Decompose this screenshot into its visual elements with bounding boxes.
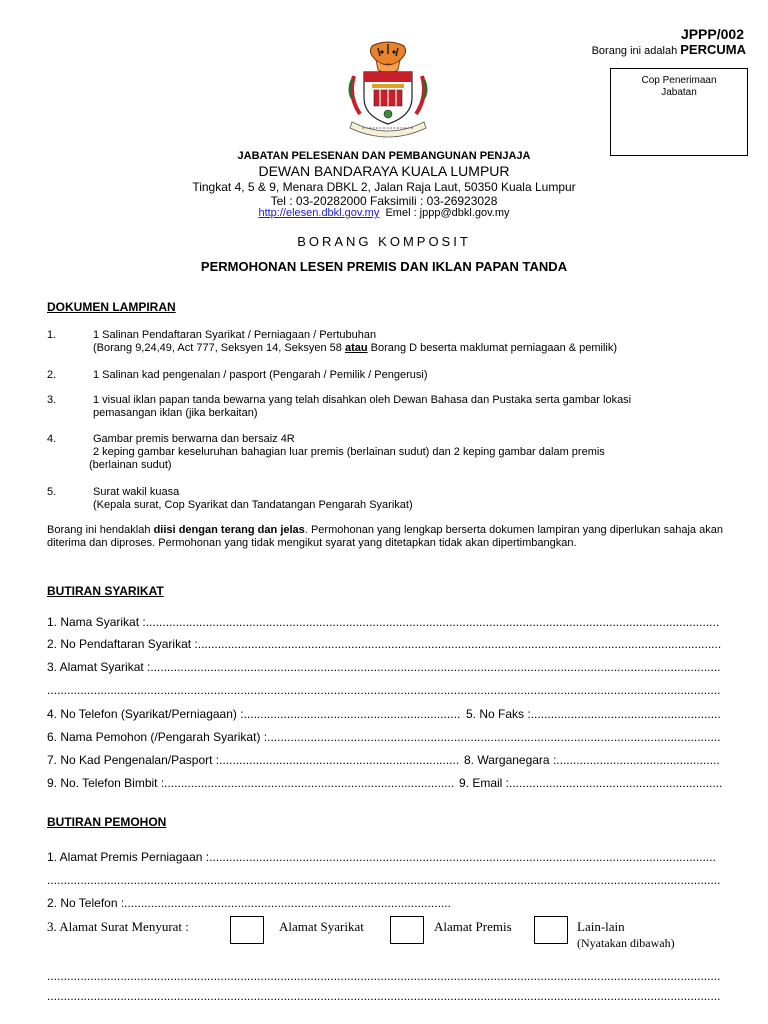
- ic-passport-label: 7. No Kad Pengenalan/Pasport :: [47, 753, 220, 767]
- dotted-fill-line: ..........................................................................................................................................................................................................: [47, 969, 721, 983]
- document-item-3: [47, 394, 727, 420]
- form-type: BORANG KOMPOSIT: [297, 234, 471, 249]
- option-other-address: Lain-lain: [577, 919, 625, 934]
- citizenship-label: 8. Warganegara :: [464, 753, 557, 767]
- applicant-phone-label: 2. No Telefon :: [47, 896, 125, 910]
- council-name: DEWAN BANDARAYA KUALA LUMPUR: [258, 163, 510, 179]
- other-address-line-1[interactable]: [47, 969, 723, 983]
- premise-address-field[interactable]: [47, 850, 717, 864]
- dotted-fill-line: ..........................................................................................................................................................................................................: [47, 873, 721, 887]
- email-label: 9. Email :: [459, 776, 510, 790]
- item-line-2: 2 keping gambar keseluruhan bahagian luar premis (berlainan sudut) dan 2 keping gambar dalam premis: [93, 446, 605, 458]
- agency-address: Tingkat 4, 5 & 9, Menara DBKL 2, Jalan Raja Laut, 50350 Kuala Lumpur: [192, 180, 576, 194]
- dotted-fill-line: .................................................: [556, 753, 720, 767]
- dotted-fill-line: .........................................................: [530, 707, 721, 721]
- note-emphasis: diisi dengan terang dan jelas: [153, 524, 305, 536]
- dotted-fill-line: .................................................................: [243, 707, 461, 721]
- agency-address-block: [0, 180, 768, 208]
- company-phone-field[interactable]: [47, 707, 463, 721]
- item-number: 4.: [47, 433, 57, 445]
- document-item-2: [47, 369, 727, 382]
- free-notice: [592, 42, 746, 57]
- receipt-stamp-box: [610, 68, 748, 156]
- free-word: PERCUMA: [680, 42, 746, 57]
- documents-heading: DOKUMEN LAMPIRAN: [47, 300, 176, 314]
- checkbox-premise-address[interactable]: [390, 916, 424, 944]
- mobile-label: 9. No. Telefon Bimbit :: [47, 776, 165, 790]
- applicant-heading: BUTIRAN PEMOHON: [47, 815, 167, 829]
- stamp-label: Cop Penerimaan Jabatan: [641, 75, 717, 98]
- dotted-fill-line: ..........................................................................................................................................................................................................: [47, 683, 721, 697]
- dotted-fill-line: ............................................................................................................................................................................: [145, 615, 720, 629]
- applicant-name-field[interactable]: [47, 730, 723, 744]
- item-line-1: 1 Salinan kad pengenalan / pasport (Pengarah / Pemilik / Pengerusi): [93, 369, 428, 381]
- document-item-4: [47, 433, 727, 472]
- dotted-fill-line: .......................................................................................: [164, 776, 455, 790]
- company-reg-field[interactable]: [47, 637, 723, 651]
- dotted-fill-line: .............................................................................................................................................................: [197, 637, 722, 651]
- item-line-2: (Kepala surat, Cop Syarikat dan Tandatangan Pengarah Syarikat): [93, 499, 413, 511]
- dotted-fill-line: ...........................................................................................................................................................................: [150, 660, 721, 674]
- checkbox-company-address[interactable]: [230, 916, 264, 944]
- option-premise-address: Alamat Premis: [434, 919, 512, 934]
- other-address-line-2[interactable]: [47, 989, 723, 1003]
- company-heading: BUTIRAN SYARIKAT: [47, 584, 164, 598]
- item-line-2: pemasangan iklan (jika berkaitan): [93, 407, 258, 419]
- company-address-field[interactable]: [47, 660, 723, 674]
- item-line-2: (Borang 9,24,49, Act 777, Seksyen 14, Seksyen 58 atau Borang D beserta maklumat perniagaan & pemilik): [93, 342, 618, 354]
- premise-address-line-2[interactable]: [47, 873, 723, 887]
- website-link[interactable]: http://elesen.dbkl.gov.my: [258, 207, 380, 219]
- dotted-fill-line: ..........................................................................................................................................................................................................: [47, 989, 721, 1003]
- company-address-label: 3. Alamat Syarikat :: [47, 660, 151, 674]
- dbkl-crest-logo: [342, 40, 434, 140]
- applicant-name-label: 6. Nama Pemohon (/Pengarah Syarikat) :: [47, 730, 268, 744]
- item-line-3: (berlainan sudut): [89, 459, 172, 471]
- agency-contact: Tel : 03-20282000 Faksimili : 03-26923028: [270, 194, 498, 208]
- item-line-1: 1 Salinan Pendaftaran Syarikat / Perniagaan / Pertubuhan: [93, 329, 377, 341]
- item-line-1: 1 visual iklan papan tanda bewarna yang telah disahkan oleh Dewan Bahasa dan Pustaka serta gambar lokasi: [93, 394, 632, 406]
- instructions-note: Borang ini hendaklah diisi dengan terang dan jelas. Permohonan yang lengkap berserta dokumen lampiran yang diperlukan sahaja akan diterima dan diproses. Permohonan yang tidak mengikut syarat yang ditetapkan tidak akan dipertimbangkan.: [47, 524, 723, 549]
- item-emphasis: atau: [344, 342, 368, 354]
- dotted-fill-line: ................................................................: [509, 776, 723, 790]
- item-number: 2.: [47, 369, 57, 381]
- form-title: PERMOHONAN LESEN PREMIS DAN IKLAN PAPAN TANDA: [200, 259, 568, 274]
- item-line-1: Surat wakil kuasa: [93, 486, 180, 498]
- citizenship-field[interactable]: [464, 753, 723, 767]
- company-fax-label: 5. No Faks :: [466, 707, 531, 721]
- ic-passport-field[interactable]: [47, 753, 460, 767]
- checkbox-other-address[interactable]: [534, 916, 568, 944]
- free-prefix: Borang ini adalah: [591, 45, 678, 57]
- dotted-fill-line: ........................................................................................................................................: [267, 730, 721, 744]
- premise-address-label: 1. Alamat Premis Perniagaan :: [47, 850, 210, 864]
- company-reg-label: 2. No Pendaftaran Syarikat :: [47, 637, 198, 651]
- mailing-address-label: 3. Alamat Surat Menyurat :: [47, 919, 189, 934]
- company-phone-label: 4. No Telefon (Syarikat/Perniagaan) :: [47, 707, 244, 721]
- item-number: 3.: [47, 394, 57, 406]
- company-name-field[interactable]: [47, 615, 723, 629]
- item-number: 1.: [47, 329, 57, 341]
- document-item-5: [47, 486, 727, 512]
- dotted-fill-line: ..................................................................................................: [124, 896, 451, 910]
- document-item-1: [47, 329, 727, 355]
- form-code: JPPP/002: [680, 26, 744, 42]
- item-line-1: Gambar premis berwarna dan bersaiz 4R: [93, 433, 295, 445]
- dotted-fill-line: ........................................................................: [219, 753, 460, 767]
- item-number: 5.: [47, 486, 57, 498]
- mobile-field[interactable]: [47, 776, 455, 790]
- email-field[interactable]: [459, 776, 723, 790]
- company-name-label: 1. Nama Syarikat :: [47, 615, 146, 629]
- web-line: [0, 207, 768, 219]
- applicant-phone-field[interactable]: [47, 896, 453, 910]
- option-company-address: Alamat Syarikat: [279, 919, 364, 934]
- company-fax-field[interactable]: [466, 707, 723, 721]
- company-address-line-2[interactable]: [47, 683, 723, 697]
- option-other-note: (Nyatakan dibawah): [577, 936, 675, 950]
- dotted-fill-line: ........................................................................................................................................................: [209, 850, 716, 864]
- agency-email: Emel : jppp@dbkl.gov.my: [385, 207, 510, 219]
- department-name: JABATAN PELESENAN DAN PEMBANGUNAN PENJAJA: [237, 150, 531, 162]
